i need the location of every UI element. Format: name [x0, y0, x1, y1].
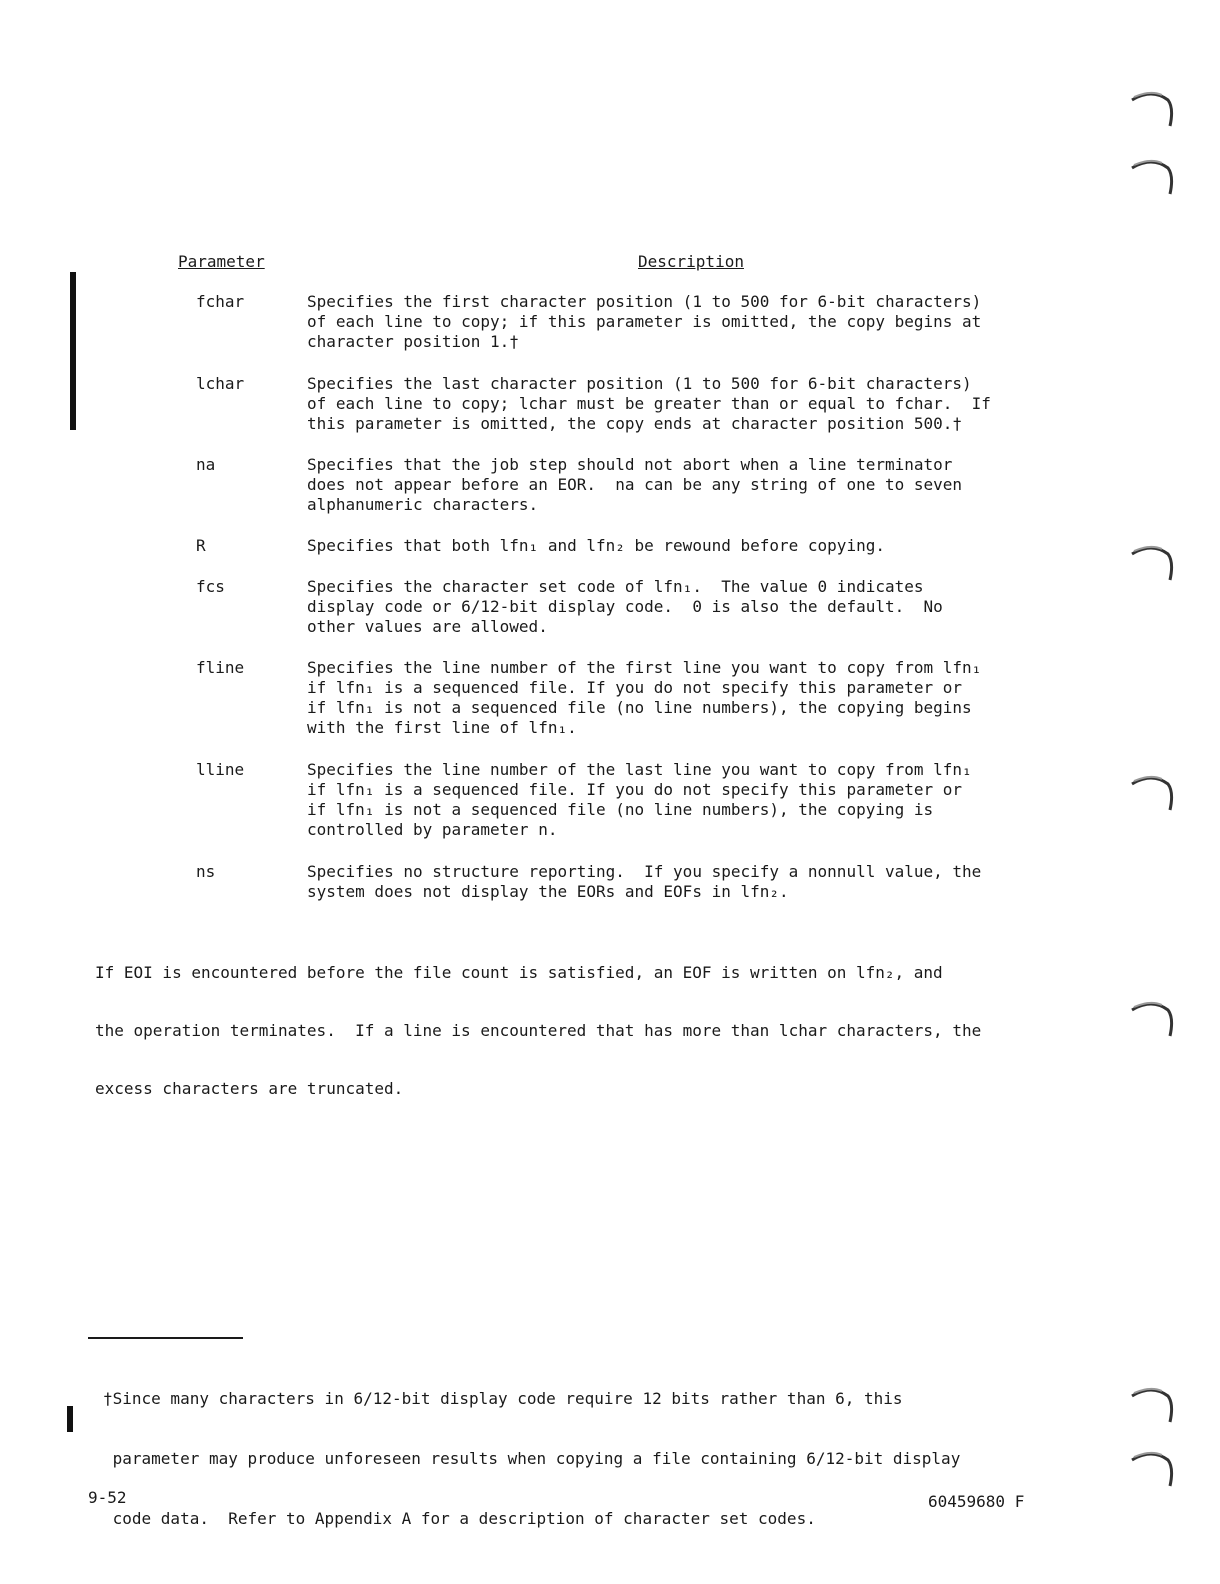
description-line: if lfn₁ is a sequenced file. If you do not specify this parameter or — [307, 780, 963, 799]
parameter-description — [307, 862, 1047, 902]
description-line: Specifies the last character position (1 to 500 for 6-bit characters) — [307, 374, 972, 393]
paragraph-line: the operation terminates. If a line is encountered that has more than lchar characters, the — [95, 1021, 982, 1040]
description-line: if lfn₁ is a sequenced file. If you do not specify this parameter or — [307, 678, 963, 697]
parameter-name: ns — [196, 862, 216, 881]
description-line: system does not display the EORs and EOFs in lfn₂. — [307, 882, 789, 901]
parameter-name: fchar — [196, 292, 245, 311]
parameter-description — [307, 658, 1047, 738]
parameter-name: lline — [196, 760, 245, 779]
footnote-line: †Since many characters in 6/12-bit display code require 12 bits rather than 6, this — [103, 1389, 903, 1408]
description-line: this parameter is omitted, the copy ends at character position 500.† — [307, 414, 963, 433]
description-line: of each line to copy; lchar must be greater than or equal to fchar. If — [307, 394, 991, 413]
binder-hole-mark — [1128, 1382, 1176, 1426]
footnote-rule — [88, 1337, 243, 1339]
parameter-description — [307, 455, 1047, 515]
binder-hole-mark — [1128, 770, 1176, 814]
binder-hole-mark — [1128, 540, 1176, 584]
paragraph-line: excess characters are truncated. — [95, 1079, 404, 1098]
parameter-description — [307, 536, 1047, 556]
description-line: display code or 6/12-bit display code. 0 is also the default. No — [307, 597, 943, 616]
description-line: Specifies that both lfn₁ and lfn₂ be rewound before copying. — [307, 536, 885, 555]
footnote — [103, 1349, 960, 1549]
description-line: character position 1.† — [307, 332, 519, 351]
body-paragraph — [95, 925, 981, 1118]
binder-hole-mark — [1128, 154, 1176, 198]
description-line: if lfn₁ is not a sequenced file (no line numbers), the copying is — [307, 800, 934, 819]
description-line: Specifies no structure reporting. If you specify a nonnull value, the — [307, 862, 982, 881]
parameter-name: lchar — [196, 374, 245, 393]
parameter-description — [307, 760, 1047, 840]
description-line: does not appear before an EOR. na can be any string of one to seven — [307, 475, 963, 494]
footnote-line: code data. Refer to Appendix A for a description of character set codes. — [103, 1509, 816, 1528]
document-number: 60459680 F — [928, 1492, 1025, 1511]
header-description: Description — [638, 252, 744, 271]
parameter-name: R — [196, 536, 206, 555]
parameter-description — [307, 292, 1047, 352]
description-line: Specifies the first character position (1 to 500 for 6-bit characters) — [307, 292, 982, 311]
description-line: controlled by parameter n. — [307, 820, 558, 839]
binder-hole-mark — [1128, 996, 1176, 1040]
page-number: 9-52 — [88, 1488, 127, 1507]
description-line: Specifies the line number of the last line you want to copy from lfn₁ — [307, 760, 972, 779]
description-line: if lfn₁ is not a sequenced file (no line numbers), the copying begins — [307, 698, 972, 717]
binder-hole-mark — [1128, 86, 1176, 130]
description-line: of each line to copy; if this parameter is omitted, the copy begins at — [307, 312, 982, 331]
description-line: alphanumeric characters. — [307, 495, 539, 514]
description-line: Specifies that the job step should not abort when a line terminator — [307, 455, 953, 474]
parameter-description — [307, 374, 1047, 434]
parameter-description — [307, 577, 1047, 637]
parameter-name: na — [196, 455, 216, 474]
description-line: with the first line of lfn₁. — [307, 718, 577, 737]
description-line: other values are allowed. — [307, 617, 548, 636]
binder-hole-mark — [1128, 1446, 1176, 1490]
change-bar — [70, 272, 76, 430]
description-line: Specifies the character set code of lfn₁. The value 0 indicates — [307, 577, 924, 596]
footnote-line: parameter may produce unforeseen results when copying a file containing 6/12-bit display — [103, 1449, 961, 1468]
header-parameter: Parameter — [178, 252, 265, 271]
parameter-name: fline — [196, 658, 245, 677]
parameter-name: fcs — [196, 577, 225, 596]
description-line: Specifies the line number of the first line you want to copy from lfn₁ — [307, 658, 982, 677]
change-bar — [67, 1406, 73, 1432]
paragraph-line: If EOI is encountered before the file count is satisfied, an EOF is written on lfn₂, and — [95, 963, 943, 982]
